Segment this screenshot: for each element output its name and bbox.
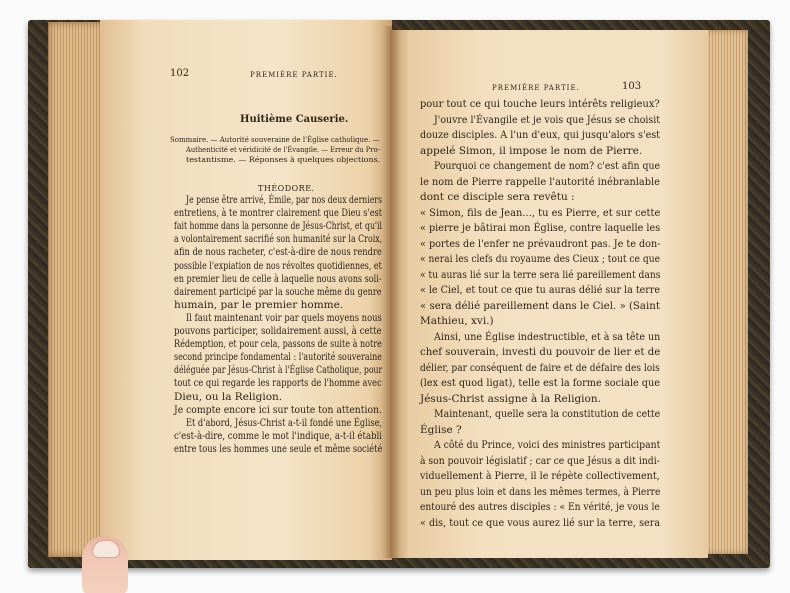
left-page: [100, 20, 392, 560]
page-number: 102: [170, 68, 190, 79]
text-line: Église ?: [420, 423, 462, 436]
text-line: viduellement à Pierre, il le répète collectivement,: [420, 470, 660, 482]
text-line: Maintenant, quelle sera la constitution de cette: [434, 408, 661, 420]
text-line: entretiens, à te montrer clairement que Dieu s'est: [174, 207, 383, 220]
speaker-name: THÉODORE.: [258, 184, 315, 193]
text-line: pouvons participer, solidairement aussi, à cette: [174, 325, 382, 337]
text-line: fait homme dans la personne de Jésus-Christ, et qu'il: [174, 220, 383, 233]
text-line: entouré des autres disciples : « En vérité, je vous le: [420, 501, 660, 513]
text-line: Ainsi, une Église indestructible, et à sa tête un: [434, 330, 661, 343]
text-line: a volontairement sacrifié son humanité sur la Croix,: [174, 233, 383, 246]
text-line: « tu auras lié sur la terre sera lié pareillement dans: [420, 268, 661, 281]
text-line: Je pense être arrivé, Émile, par nos deux derniers: [186, 194, 382, 206]
running-head: PREMIÈRE PARTIE.: [492, 84, 580, 92]
sommaire-line: Authenticité et véridicité de l'Évangile. — Erreur du Pro-: [186, 145, 380, 154]
running-head: PREMIÈRE PARTIE.: [250, 71, 338, 79]
text-line: « pierre je bâtirai mon Église, contre laquelle les: [420, 222, 661, 234]
sommaire-line: testantisme. — Réponses à quelques objections.: [186, 155, 381, 164]
text-line: appelé Simon, il impose le nom de Pierre.: [420, 144, 643, 157]
text-line: Mathieu, xvi.): [420, 315, 494, 327]
text-line: Jésus-Christ assigne à la Religion.: [420, 392, 601, 405]
text-line: « portes de l'enfer ne prévaudront pas. Je te don-: [420, 237, 661, 250]
text-line: pour tout ce qui touche leurs intérêts religieux?: [420, 98, 660, 110]
text-line: « Simon, fils de Jean..., tu es Pierre, et sur cette: [420, 206, 661, 219]
text-line: (lex est quod ligat), telle est la forme sociale que: [420, 377, 660, 389]
text-line: dairement participé par la souche même du genre: [174, 285, 382, 298]
text-line: délier, par conséquent de faire et de défaire des lois: [420, 361, 660, 374]
text-line: second principe fondamental : l'autorité souveraine: [174, 351, 382, 364]
text-line: A côté du Prince, voici des ministres participant: [434, 439, 661, 451]
text-line: « le Ciel, et tout ce que tu auras délié sur la terre: [420, 284, 661, 296]
text-line: Rédemption, et pour cela, passons de suite à notre: [174, 338, 382, 351]
text-line: Dieu, ou la Religion.: [174, 390, 283, 403]
text-line: J'ouvre l'Évangile et je vois que Jésus se choisit: [434, 113, 661, 126]
text-line: à son pouvoir législatif ; car ce que Jésus a dit indi-: [420, 454, 660, 467]
chapter-title: Huitième Causerie.: [240, 114, 349, 125]
text-line: humain, par le premier homme.: [174, 298, 344, 311]
text-line: en premier lieu de celle à laquelle nous avons soli-: [174, 272, 382, 285]
left-page-edges: [48, 22, 106, 557]
book-gutter: [382, 26, 400, 558]
text-line: déléguée par Jésus-Christ à l'Église Catholique, pour: [174, 364, 383, 377]
text-line: Je compte encore ici sur toute ton attention.: [174, 403, 382, 416]
right-page: [390, 30, 708, 558]
text-line: le nom de Pierre rappelle l'autorité inébranlable: [420, 175, 660, 188]
text-line: « sera délié pareillement dans le Ciel. » (Saint: [420, 299, 660, 312]
page-number: 103: [622, 81, 642, 92]
text-line: « dis, tout ce que vous aurez lié sur la terre, sera: [420, 516, 661, 529]
text-line: douze disciples. A l'un d'eux, qui jusqu'alors s'est: [420, 129, 661, 141]
text-line: un peu plus loin et dans les mêmes termes, à Pierre: [420, 485, 661, 498]
text-line: tout ce qui regarde les rapports de l'homme avec: [174, 377, 382, 390]
text-line: Et d'abord, Jésus-Christ a-t-il fondé une Église,: [186, 416, 383, 429]
text-line: Il faut maintenant voir par quels moyens nous: [186, 311, 382, 324]
thumbnail: [92, 540, 120, 558]
sommaire-line: Sommaire. — Autorité souveraine de l'Église catholique. —: [170, 135, 380, 144]
text-line: afin de nous racheter, c'est-à-dire de nous rendre: [174, 246, 382, 259]
text-line: possible l'expiation de nos révoltes quotidiennes, et: [174, 259, 382, 272]
text-line: entre tous les hommes une seule et même société: [174, 442, 383, 455]
text-line: c'est-à-dire, comme le mot l'indique, a-t-il établi: [174, 429, 383, 442]
text-line: « nerai les clefs du royaume des Cieux ; tout ce que: [420, 253, 660, 265]
text-line: Pourquoi ce changement de nom? c'est afin que: [434, 160, 660, 172]
text-line: dont ce disciple sera revêtu :: [420, 191, 575, 203]
text-line: chef souverain, investi du pouvoir de lier et de: [420, 346, 661, 358]
